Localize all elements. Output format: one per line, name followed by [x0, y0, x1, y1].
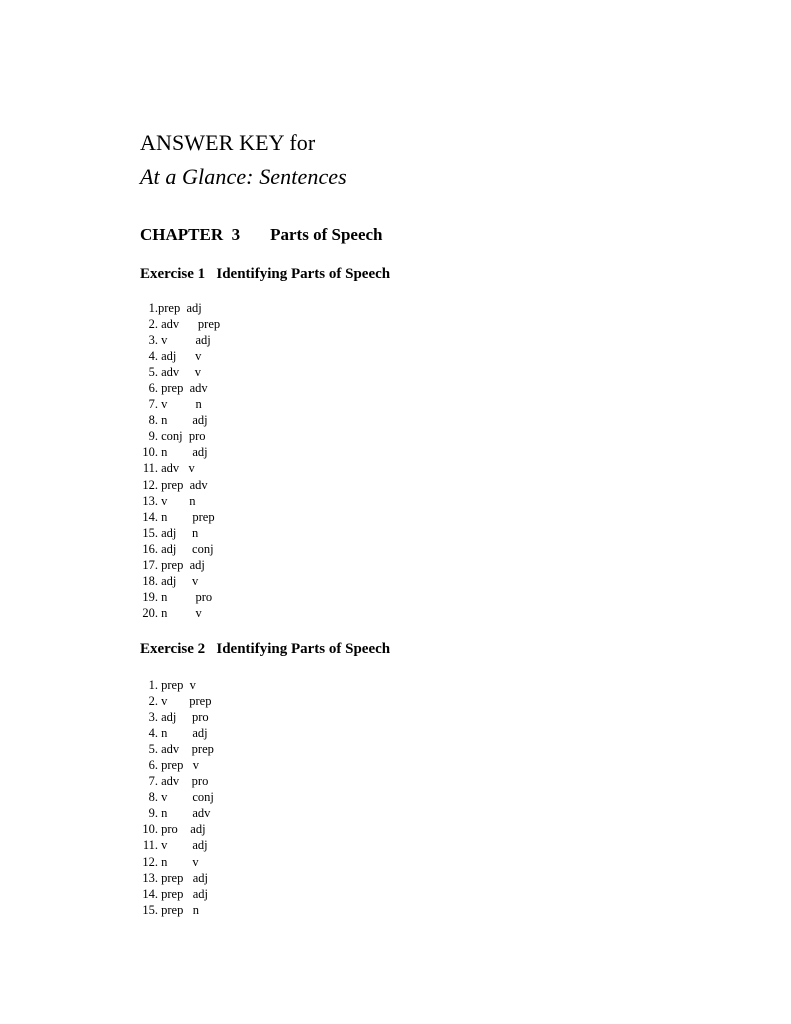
- answer-row: [140, 709, 214, 725]
- answer-text: n adv: [158, 806, 211, 821]
- chapter-heading: [140, 224, 383, 246]
- answer-text: adv v: [158, 461, 195, 476]
- answer-row: [140, 741, 214, 757]
- answer-text: prep adj: [158, 557, 205, 572]
- answer-number: 6.: [148, 758, 158, 773]
- answer-row: [140, 886, 214, 902]
- answer-row: [140, 348, 220, 364]
- answer-text: n pro: [158, 589, 213, 604]
- answer-number: 13.: [142, 870, 158, 885]
- chapter-label: CHAPTER 3: [140, 225, 241, 244]
- answer-row: [140, 773, 214, 789]
- answer-number: 16.: [142, 541, 158, 556]
- exercise-2-answers: [140, 677, 214, 918]
- answer-text: prep adv: [158, 477, 208, 492]
- answer-row: [140, 693, 214, 709]
- answer-number: 13.: [142, 493, 158, 508]
- answer-text: adj v: [158, 349, 202, 364]
- answer-text: v prep: [158, 694, 212, 709]
- answer-text: v n: [158, 493, 196, 508]
- answer-number: 6.: [148, 381, 158, 396]
- answer-number: 11.: [142, 838, 158, 853]
- answer-row: [140, 428, 220, 444]
- answer-row: [140, 460, 220, 476]
- answer-number: 12.: [142, 854, 158, 869]
- answer-row: [140, 805, 214, 821]
- answer-row: [140, 541, 220, 557]
- answer-number: 17.: [142, 557, 158, 572]
- answer-row: [140, 589, 220, 605]
- answer-row: [140, 444, 220, 460]
- answer-number: 14.: [142, 886, 158, 901]
- answer-text: adv prep: [158, 742, 214, 757]
- answer-number: 5.: [148, 365, 158, 380]
- answer-number: 2.: [148, 317, 158, 332]
- answer-text: adv prep: [158, 317, 221, 332]
- exercise-2-heading: Exercise 2 Identifying Parts of Speech: [140, 641, 391, 657]
- answer-text: prep v: [158, 758, 199, 773]
- answer-text: prep adv: [158, 381, 208, 396]
- answer-row: [140, 677, 214, 693]
- answer-text: v adj: [158, 333, 211, 348]
- answer-text: adv v: [158, 365, 202, 380]
- answer-number: 5.: [148, 742, 158, 757]
- answer-row: [140, 493, 220, 509]
- answer-row: [140, 316, 220, 332]
- answer-text: prep n: [158, 902, 199, 917]
- answer-number: 1.: [148, 678, 158, 692]
- answer-row: [140, 605, 220, 621]
- answer-text: v adj: [158, 838, 208, 853]
- answer-text: n v: [158, 605, 202, 620]
- answer-row: [140, 380, 220, 396]
- answer-text: adj pro: [158, 710, 209, 725]
- answer-number: 12.: [142, 477, 158, 492]
- answer-row: [140, 870, 214, 886]
- answer-text: conj pro: [158, 429, 206, 444]
- answer-number: 4.: [148, 726, 158, 741]
- answer-number: 10.: [142, 822, 158, 837]
- answer-text: v n: [158, 397, 202, 412]
- answer-text: n prep: [158, 509, 215, 524]
- answer-row: [140, 396, 220, 412]
- answer-row: [140, 300, 220, 316]
- answer-row: [140, 821, 214, 837]
- answer-text: prep adj: [158, 301, 202, 315]
- answer-row: [140, 412, 220, 428]
- answer-row: [140, 902, 214, 918]
- answer-row: [140, 509, 220, 525]
- answer-text: adj n: [158, 525, 199, 540]
- answer-number: 2.: [148, 694, 158, 709]
- answer-text: v conj: [158, 790, 214, 805]
- answer-text: adj conj: [158, 541, 214, 556]
- answer-number: 11.: [142, 461, 158, 476]
- exercise-1-answers: [140, 300, 220, 621]
- answer-number: 20.: [142, 605, 158, 620]
- answer-number: 18.: [142, 573, 158, 588]
- answer-number: 19.: [142, 589, 158, 604]
- answer-number: 3.: [148, 333, 158, 348]
- answer-number: 7.: [148, 397, 158, 412]
- answer-number: 9.: [148, 806, 158, 821]
- title-line-2: At a Glance: Sentences: [140, 164, 347, 189]
- answer-row: [140, 789, 214, 805]
- answer-row: [140, 364, 220, 380]
- answer-number: 4.: [148, 349, 158, 364]
- answer-text: prep adj: [158, 886, 208, 901]
- answer-text: n adj: [158, 726, 208, 741]
- answer-row: [140, 557, 220, 573]
- answer-text: prep v: [158, 678, 196, 692]
- answer-number: 8.: [148, 413, 158, 428]
- answer-row: [140, 837, 214, 853]
- answer-text: adj v: [158, 573, 199, 588]
- document-title: [140, 126, 347, 194]
- answer-text: adv pro: [158, 774, 209, 789]
- answer-number: 14.: [142, 509, 158, 524]
- exercise-1-heading: Exercise 1 Identifying Parts of Speech: [140, 266, 391, 282]
- answer-text: n v: [158, 854, 199, 869]
- answer-number: 7.: [148, 774, 158, 789]
- answer-number: 15.: [142, 902, 158, 917]
- answer-number: 10.: [142, 445, 158, 460]
- answer-row: [140, 332, 220, 348]
- answer-text: n adj: [158, 445, 208, 460]
- answer-number: 3.: [148, 710, 158, 725]
- chapter-name: Parts of Speech: [270, 225, 383, 244]
- answer-row: [140, 477, 220, 493]
- answer-row: [140, 525, 220, 541]
- answer-number: 1.: [148, 301, 158, 315]
- answer-row: [140, 854, 214, 870]
- answer-text: n adj: [158, 413, 208, 428]
- answer-number: 8.: [148, 790, 158, 805]
- answer-row: [140, 725, 214, 741]
- answer-number: 9.: [148, 429, 158, 444]
- answer-row: [140, 573, 220, 589]
- answer-text: prep adj: [158, 870, 208, 885]
- answer-number: 15.: [142, 525, 158, 540]
- answer-text: pro adj: [158, 822, 206, 837]
- title-line-1: ANSWER KEY for: [140, 130, 316, 155]
- answer-row: [140, 757, 214, 773]
